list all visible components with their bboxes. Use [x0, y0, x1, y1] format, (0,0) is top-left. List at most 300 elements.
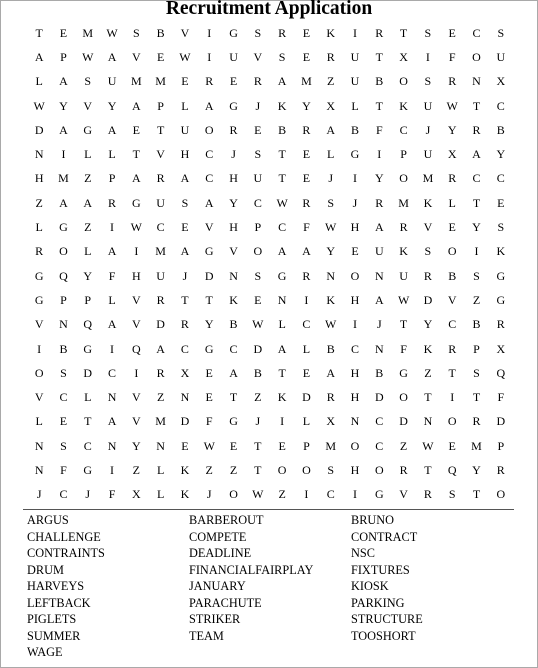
grid-letter: E [181, 220, 189, 235]
grid-letter: V [447, 292, 457, 307]
word-list-item: BARBEROUT [189, 513, 264, 527]
grid-letter: R [399, 220, 408, 235]
grid-letter: Q [59, 268, 68, 283]
grid-letter: Y [326, 244, 336, 259]
grid-letter: O [447, 244, 457, 259]
grid-letter: E [448, 25, 456, 40]
grid-letter: Z [84, 171, 92, 186]
grid-letter: G [132, 195, 141, 210]
grid-letter: R [326, 390, 335, 405]
grid-letter: R [423, 487, 432, 502]
grid-letter: C [472, 25, 481, 40]
grid-letter: E [351, 244, 359, 259]
grid-letter: G [229, 25, 238, 40]
grid-letter: N [423, 414, 433, 429]
grid-letter: C [448, 317, 457, 332]
grid-letter: B [472, 317, 481, 332]
grid-letter: E [448, 438, 456, 453]
grid-letter: E [132, 122, 140, 137]
grid-letter: U [350, 74, 360, 89]
grid-letter: R [156, 292, 165, 307]
grid-letter: O [496, 487, 506, 502]
grid-letter: B [278, 122, 287, 137]
grid-letter: P [157, 98, 164, 113]
grid-letter: L [448, 195, 456, 210]
grid-letter: T [399, 317, 408, 332]
grid-letter: A [326, 122, 336, 137]
grid-letter: W [130, 220, 142, 235]
grid-letter: E [302, 25, 311, 40]
grid-letter: V [132, 414, 141, 429]
grid-letter: S [473, 268, 480, 283]
word-list-item: FINANCIALFAIRPLAY [189, 562, 314, 577]
grid-letter: E [278, 438, 286, 453]
grid-letter: E [254, 292, 262, 307]
grid-letter: M [131, 74, 142, 89]
grid-letter: L [327, 147, 335, 162]
grid-letter: H [350, 292, 360, 307]
grid-letter: J [36, 487, 42, 502]
grid-letter: Q [496, 365, 506, 380]
grid-letter: N [107, 438, 117, 453]
grid-letter: I [377, 147, 382, 162]
grid-letter: D [180, 414, 190, 429]
grid-letter: W [33, 98, 45, 113]
grid-letter: K [326, 292, 336, 307]
word-list-item: NSC [351, 546, 375, 560]
grid-letter: Y [59, 98, 68, 113]
grid-letter: M [325, 438, 337, 453]
grid-letter: V [156, 147, 165, 162]
grid-letter: P [497, 438, 505, 453]
grid-letter: C [156, 220, 165, 235]
grid-letter: E [302, 171, 311, 186]
grid-letter: G [59, 220, 68, 235]
grid-letter: Z [327, 74, 335, 89]
grid-letter: C [375, 414, 384, 429]
grid-letter: D [399, 414, 408, 429]
grid-letter: R [496, 462, 505, 477]
grid-letter: I [304, 487, 309, 502]
grid-letter: U [423, 98, 433, 113]
grid-letter: B [351, 122, 360, 137]
grid-letter: E [497, 195, 505, 210]
grid-letter: X [399, 49, 408, 64]
word-list-item: BRUNO [351, 513, 395, 527]
grid-letter: D [83, 365, 93, 380]
grid-letter: L [35, 220, 43, 235]
grid-letter: G [204, 341, 214, 356]
grid-letter: A [302, 244, 311, 259]
grid-letter: Y [472, 462, 481, 477]
grid-letter: O [34, 365, 44, 380]
grid-letter: C [496, 171, 505, 186]
grid-letter: O [399, 74, 408, 89]
grid-letter: J [255, 98, 261, 113]
grid-letter: L [278, 317, 286, 332]
grid-letter: Y [472, 220, 481, 235]
divider-line [23, 509, 514, 510]
grid-letter: C [253, 195, 262, 210]
grid-letter: T [278, 171, 286, 186]
grid-letter: K [399, 98, 408, 113]
grid-letter: P [60, 292, 67, 307]
grid-letter: S [327, 462, 335, 477]
grid-letter: C [59, 487, 68, 502]
grid-letter: B [375, 74, 384, 89]
grid-letter: H [350, 220, 360, 235]
grid-letter: S [181, 195, 189, 210]
grid-letter: X [496, 74, 506, 89]
grid-letter: N [180, 390, 190, 405]
grid-letter: T [424, 462, 432, 477]
grid-letter: R [399, 462, 408, 477]
grid-letter: Q [132, 341, 141, 356]
grid-letter: Z [278, 487, 286, 502]
grid-letter: C [205, 171, 214, 186]
grid-letter: H [350, 365, 360, 380]
grid-letter: K [326, 25, 336, 40]
grid-letter: N [156, 438, 165, 453]
grid-letter: Y [374, 171, 384, 186]
grid-letter: G [34, 268, 44, 283]
grid-letter: N [350, 414, 360, 429]
grid-letter: T [254, 462, 262, 477]
grid-letter: T [132, 147, 140, 162]
grid-letter: G [399, 365, 408, 380]
grid-letter: B [326, 341, 335, 356]
grid-letter: M [301, 74, 312, 89]
grid-letter: R [472, 122, 481, 137]
grid-letter: R [448, 171, 457, 186]
grid-letter: H [132, 268, 141, 283]
grid-letter: A [107, 49, 117, 64]
grid-letter: C [472, 171, 481, 186]
grid-letter: Z [35, 195, 43, 210]
grid-letter: N [34, 438, 44, 453]
grid-letter: A [229, 365, 238, 380]
grid-letter: J [328, 171, 334, 186]
grid-letter: C [278, 220, 287, 235]
grid-letter: H [350, 462, 360, 477]
grid-letter: C [496, 98, 505, 113]
grid-letter: R [448, 341, 457, 356]
grid-letter: A [180, 171, 190, 186]
grid-letter: S [60, 438, 67, 453]
grid-letter: T [84, 414, 92, 429]
grid-letter: S [497, 25, 505, 40]
grid-letter: O [204, 122, 214, 137]
grid-letter: E [205, 390, 213, 405]
grid-letter: L [84, 390, 92, 405]
grid-letter: V [132, 292, 141, 307]
word-list-item: PARACHUTE [189, 595, 262, 610]
grid-letter: Z [229, 462, 238, 477]
grid-letter: L [108, 147, 116, 162]
grid-letter: I [37, 341, 42, 356]
word-list-item: DRUM [27, 562, 64, 577]
grid-letter: D [374, 390, 384, 405]
grid-letter: S [132, 25, 140, 40]
grid-letter: V [180, 25, 190, 40]
grid-letter: S [254, 147, 262, 162]
grid-letter: M [398, 195, 409, 210]
grid-letter: A [107, 317, 117, 332]
grid-letter: M [155, 414, 166, 429]
grid-letter: W [422, 438, 434, 453]
grid-letter: P [254, 220, 262, 235]
grid-letter: N [326, 268, 336, 283]
grid-letter: I [450, 390, 455, 405]
grid-letter: K [423, 195, 433, 210]
grid-letter: T [35, 25, 43, 40]
grid-letter: T [424, 390, 432, 405]
grid-letter: F [303, 220, 310, 235]
grid-letter: D [34, 122, 44, 137]
grid-letter: I [61, 147, 66, 162]
grid-letter: V [229, 244, 238, 259]
grid-letter: R [180, 317, 189, 332]
word-list-item: CONTRACT [351, 529, 418, 544]
grid-letter: B [156, 25, 165, 40]
grid-letter: S [254, 268, 262, 283]
grid-letter: O [374, 462, 384, 477]
grid-letter: U [350, 49, 360, 64]
grid-letter: S [327, 195, 335, 210]
grid-letter: J [376, 317, 382, 332]
word-list-item: WAGE [27, 645, 63, 659]
grid-letter: S [60, 365, 67, 380]
grid-letter: A [107, 414, 117, 429]
grid-letter: I [134, 365, 139, 380]
grid-letter: X [180, 365, 190, 380]
grid-letter: R [375, 25, 384, 40]
grid-letter: T [448, 365, 456, 380]
grid-letter: D [156, 317, 165, 332]
grid-letter: Y [423, 317, 433, 332]
grid-letter: T [181, 292, 189, 307]
grid-letter: G [83, 341, 93, 356]
grid-letter: S [448, 487, 456, 502]
grid-letter: A [132, 171, 141, 186]
grid-letter: I [353, 171, 357, 186]
grid-letter: C [108, 365, 117, 380]
grid-letter: G [229, 414, 238, 429]
grid-letter: I [207, 49, 212, 64]
grid-letter: E [59, 414, 68, 429]
grid-letter: S [424, 25, 432, 40]
grid-letter: A [59, 195, 68, 210]
grid-letter: L [35, 74, 43, 89]
grid-letter: Y [229, 195, 238, 210]
grid-letter: R [108, 195, 117, 210]
grid-letter: J [352, 195, 358, 210]
grid-letter: O [253, 244, 263, 259]
grid-letter: C [180, 341, 189, 356]
grid-letter: S [254, 25, 262, 40]
grid-letter: G [374, 487, 384, 502]
grid-letter: O [399, 171, 408, 186]
grid-letter: R [35, 244, 44, 259]
grid-letter: O [472, 49, 481, 64]
grid-letter: E [156, 49, 165, 64]
word-list-item: LEFTBACK [27, 595, 91, 610]
grid-letter: A [107, 244, 117, 259]
letter-grid [27, 21, 513, 507]
grid-letter: S [424, 244, 432, 259]
grid-letter: S [424, 74, 432, 89]
word-list-item: JANUARY [189, 579, 246, 593]
grid-letter: R [496, 317, 505, 332]
grid-letter: V [34, 317, 44, 332]
grid-letter: W [179, 49, 191, 64]
word-list-item: STRIKER [189, 612, 241, 626]
grid-letter: T [229, 390, 238, 405]
grid-letter: R [472, 414, 481, 429]
grid-letter: A [107, 122, 117, 137]
grid-letter: C [83, 438, 92, 453]
grid-letter: T [472, 487, 481, 502]
grid-letter: A [472, 147, 481, 162]
grid-letter: C [351, 341, 360, 356]
grid-letter: E [302, 365, 311, 380]
grid-letter: I [110, 462, 115, 477]
grid-letter: I [280, 414, 285, 429]
grid-letter: O [399, 390, 408, 405]
grid-letter: X [132, 487, 141, 502]
grid-letter: N [107, 390, 117, 405]
grid-letter: J [425, 122, 431, 137]
grid-letter: P [400, 147, 407, 162]
grid-letter: W [446, 98, 458, 113]
grid-letter: L [84, 244, 92, 259]
grid-letter: T [472, 195, 481, 210]
grid-letter: I [353, 487, 357, 502]
grid-letter: F [205, 414, 213, 429]
grid-letter: F [497, 390, 505, 405]
grid-letter: B [496, 122, 505, 137]
grid-letter: F [108, 487, 116, 502]
word-list [27, 512, 517, 661]
grid-letter: J [255, 414, 261, 429]
grid-letter: F [448, 49, 456, 64]
grid-letter: U [253, 171, 263, 186]
grid-letter: O [350, 268, 360, 283]
grid-letter: E [59, 25, 68, 40]
grid-letter: O [229, 487, 238, 502]
grid-letter: E [302, 147, 311, 162]
grid-letter: H [229, 220, 238, 235]
grid-letter: X [326, 414, 336, 429]
grid-letter: E [229, 74, 238, 89]
grid-letter: H [350, 390, 360, 405]
grid-letter: E [448, 220, 456, 235]
grid-letter: Y [83, 268, 93, 283]
grid-letter: J [182, 268, 188, 283]
grid-letter: E [302, 49, 311, 64]
grid-letter: T [205, 292, 213, 307]
grid-letter: L [302, 341, 311, 356]
grid-letter: D [302, 390, 311, 405]
grid-letter: U [423, 147, 433, 162]
grid-letter: B [59, 341, 68, 356]
grid-letter: U [399, 268, 408, 283]
grid-letter: A [132, 98, 141, 113]
grid-letter: K [423, 341, 433, 356]
grid-letter: V [83, 98, 93, 113]
grid-letter: R [302, 122, 311, 137]
grid-letter: E [229, 438, 238, 453]
grid-letter: X [447, 147, 457, 162]
word-list-item: CHALLENGE [27, 529, 101, 544]
grid-letter: N [34, 147, 44, 162]
grid-letter: V [204, 220, 214, 235]
grid-letter: Y [132, 438, 141, 453]
grid-letter: I [110, 220, 115, 235]
grid-letter: A [277, 244, 287, 259]
grid-letter: W [252, 487, 264, 502]
grid-letter: R [253, 74, 262, 89]
grid-letter: Q [83, 317, 93, 332]
grid-letter: J [85, 487, 91, 502]
grid-letter: R [448, 74, 457, 89]
grid-letter: F [108, 268, 116, 283]
grid-letter: V [132, 49, 141, 64]
page-title: Recruitment Application [165, 0, 373, 19]
grid-letter: O [447, 414, 457, 429]
grid-letter: A [326, 365, 336, 380]
grid-letter: B [253, 365, 262, 380]
grid-letter: U [156, 195, 165, 210]
grid-letter: P [303, 438, 310, 453]
grid-letter: O [59, 244, 68, 259]
grid-letter: R [375, 195, 384, 210]
grid-letter: K [229, 292, 238, 307]
grid-letter: Y [302, 98, 311, 113]
grid-letter: F [400, 341, 407, 356]
grid-letter: L [181, 98, 189, 113]
grid-letter: Y [447, 122, 457, 137]
grid-letter: K [277, 390, 287, 405]
grid-letter: H [229, 171, 238, 186]
grid-letter: A [34, 49, 44, 64]
grid-letter: V [132, 317, 141, 332]
word-list-item: KIOSK [351, 579, 389, 593]
grid-letter: V [34, 390, 44, 405]
grid-letter: U [496, 49, 506, 64]
grid-letter: N [59, 317, 68, 332]
grid-letter: P [108, 171, 116, 186]
grid-letter: U [374, 244, 384, 259]
grid-letter: U [229, 49, 238, 64]
word-list-item: COMPETE [189, 529, 247, 544]
grid-letter: N [472, 74, 481, 89]
grid-letter: M [155, 244, 166, 259]
grid-letter: O [277, 462, 287, 477]
grid-letter: X [496, 341, 506, 356]
grid-letter: L [156, 487, 165, 502]
grid-letter: I [134, 244, 139, 259]
word-list-item: TEAM [189, 628, 224, 643]
grid-letter: L [35, 414, 43, 429]
grid-letter: T [278, 365, 286, 380]
grid-letter: K [496, 244, 506, 259]
grid-letter: T [472, 390, 481, 405]
grid-letter: L [108, 292, 116, 307]
grid-letter: J [231, 147, 236, 162]
grid-letter: Y [204, 317, 214, 332]
grid-letter: G [83, 122, 93, 137]
